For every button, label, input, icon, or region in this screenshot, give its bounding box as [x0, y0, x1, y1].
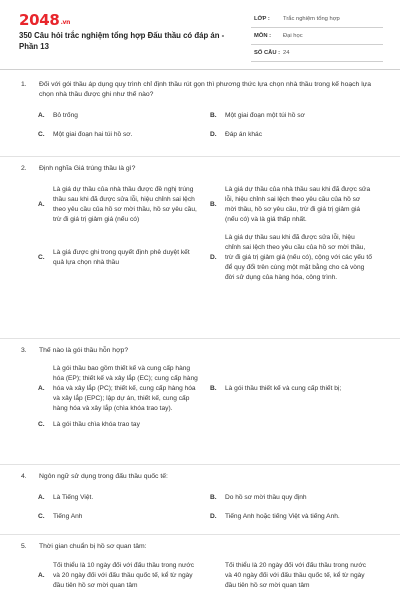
option-a[interactable]: A. Là giá dự thầu của nhà thầu được đề nghị trúng thầu sau khi đã được sửa lỗi, hiệu chỉnh sai lệch theo yêu cầu của hồ sơ mời thầu, hồ sơ yêu cầu, trừ đi giá trị giảm giá (nếu có) [38, 186, 197, 223]
document-meta [251, 13, 383, 64]
site-logo[interactable]: 2048.vn [19, 11, 71, 29]
option-a[interactable]: A. Là gói thầu bao gồm thiết kế và cung cấp hàng hóa (EP); thiết kế và xây lắp (EC); cung cấp hàng hóa và xây lắp (PC); thiết kế, cung cấp hàng hóa và xây lắp (EPC); lập dự án, thiết kế, cung cấp hàng hóa và xây lắp (chìa khóa trao tay). [38, 365, 198, 412]
question-4 [0, 465, 400, 534]
option-a[interactable]: A. Là Tiếng Việt. [38, 494, 94, 501]
option-c[interactable]: C. Là giá được ghi trong quyết định phê duyệt kết quả lựa chọn nhà thầu [38, 249, 190, 266]
option-a[interactable]: A. Tối thiểu là 10 ngày đối với đấu thầu trong nước và 20 ngày đối với đấu thầu quốc tế, kể từ ngày đầu tiên hồ sơ mời quan tâm [38, 562, 194, 589]
question-5 [0, 535, 400, 595]
meta-subject-row: MÔN : Đại học [251, 30, 383, 45]
option-d[interactable]: D. Là giá dự thầu sau khi đã được sửa lỗi, hiệu chỉnh sai lệch theo yêu cầu của hồ sơ mời thầu, trừ đi giá trị giảm giá (nếu có), cộng với các yếu tố để quy đổi trên cùng một mặt bằng cho cả vòng đời sử dụng của hàng hóa, công trình. [210, 234, 372, 281]
question-stem: 1. Đối với gói thầu áp dụng quy trình chỉ định thầu rút gọn thì phương thức lựa chọn nhà thầu trong kế hoạch lựa chọn nhà thầu được ghi như thế nào? [21, 81, 372, 98]
option-b[interactable]: B. Là gói thầu thiết kế và cung cấp thiết bị; [210, 385, 342, 392]
question-1 [0, 80, 400, 156]
question-stem: 5. Thời gian chuẩn bị hồ sơ quan tâm: [21, 543, 147, 550]
question-stem: 2. Định nghĩa Giá trúng thầu là gì? [21, 165, 136, 172]
option-d[interactable]: D. Đáp án khác [210, 131, 263, 138]
question-list [0, 80, 400, 595]
option-b[interactable]: B. Một giai đoạn một túi hồ sơ [210, 112, 305, 119]
header-divider [0, 69, 400, 70]
meta-class-row: LỚP : Trắc nghiệm tổng hợp [251, 13, 383, 28]
option-b[interactable]: B. Là giá dự thầu của nhà thầu sau khi đã được sửa lỗi, hiệu chỉnh sai lệch theo yêu cầu của hồ sơ mời thầu, hồ sơ yêu cầu, trừ đi giá trị giảm giá (nếu có) và là giá thấp nhất. [210, 186, 371, 223]
option-empty [210, 420, 382, 430]
option-c[interactable]: C. Là gói thầu chìa khóa trao tay [38, 421, 140, 428]
meta-count-row: SỐ CÂU : 24 [251, 47, 383, 62]
option-c[interactable]: C. Một giai đoạn hai túi hồ sơ. [38, 131, 133, 138]
document-title: 350 Câu hỏi trắc nghiệm tổng hợp Đấu thầu có đáp án - Phần 13 [19, 31, 225, 51]
option-b[interactable]: Tối thiểu là 20 ngày đối với đấu thầu trong nước và 40 ngày đối với đấu thầu quốc tế, kể từ ngày đầu tiên hồ sơ mời quan tâm [225, 562, 366, 589]
option-b[interactable]: B. Do hồ sơ mời thầu quy định [210, 494, 307, 501]
question-stem: 4. Ngôn ngữ sử dụng trong đấu thầu quốc tế: [21, 473, 168, 480]
page-header [0, 0, 400, 66]
option-d[interactable]: D. Tiếng Anh hoặc tiếng Việt và tiếng Anh. [210, 513, 340, 520]
option-a[interactable]: A. Bỏ trống [38, 112, 78, 119]
question-2 [0, 157, 400, 338]
question-stem: 3. Thế nào là gói thầu hỗn hợp? [21, 347, 129, 354]
option-c[interactable]: C. Tiếng Anh [38, 513, 83, 520]
question-3 [0, 339, 400, 464]
